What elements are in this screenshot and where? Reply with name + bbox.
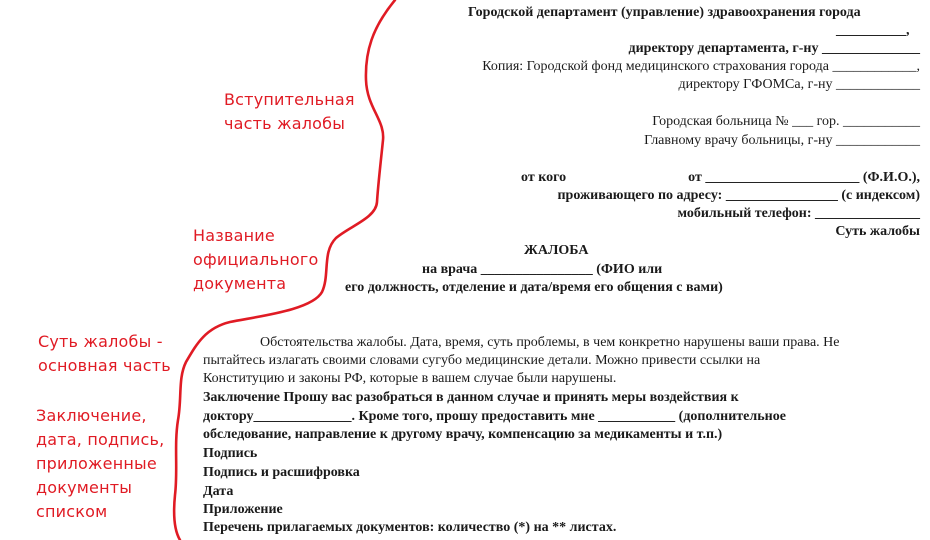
director-line: директору департамента, г-ну ______________ (628, 41, 920, 56)
attachments-list-line: Перечень прилагаемых документов: количество (*) на ** листах. (203, 520, 617, 535)
hospital-line: Городская больница № ___ гор. ___________ (652, 114, 920, 129)
body-line-1: Обстоятельства жалобы. Дата, время, суть проблемы, в чем конкретно нарушены ваши права. Не (260, 335, 840, 350)
from-label: от кого (521, 170, 567, 185)
copy-line: Копия: Городской фонд медицинского страхования города ____________, (482, 59, 920, 74)
annotation-conclusion: Заключение, дата, подпись, приложенные документы списком (36, 406, 165, 521)
phone-line: мобильный телефон: _______________ (677, 206, 920, 221)
dept-line: Городской департамент (управление) здравоохранения города (468, 5, 861, 20)
from-line: от ______________________ (Ф.И.О.), (688, 170, 920, 185)
conclusion-line-2: доктору______________. Кроме того, прошу предоставить мне ___________ (дополнительное (203, 409, 786, 424)
date-label: Дата (203, 484, 234, 499)
conclusion-line-3: обследование, направление к другому врачу, компенсацию за медикаменты и т.п.) (203, 427, 723, 442)
body-line-2: пытайтесь излагать своими словами сугубо медицинские детали. Можно привести ссылки на (203, 353, 761, 368)
annotation-document-name: Название официального документа (193, 226, 319, 293)
position-line: его должность, отделение и дата/время его общения с вами) (345, 280, 723, 295)
dept-blank: __________, (836, 23, 910, 38)
attachment-label: Приложение (203, 502, 283, 517)
gfoms-line: директору ГФОМСа, г-ну ____________ (678, 77, 920, 92)
body-line-3: Конституцию и законы РФ, которые в вашем случае были нарушены. (203, 371, 617, 386)
on-doctor-line: на врача ________________ (ФИО или (422, 262, 663, 277)
chief-doctor-line: Главному врачу больницы, г-ну ____________ (644, 133, 920, 148)
annotation-intro: Вступительная часть жалобы (224, 90, 355, 133)
signature-decoding-label: Подпись и расшифровка (203, 465, 360, 480)
document-title: ЖАЛОБА (524, 243, 589, 258)
address-line: проживающего по адресу: ________________ (с индексом) (557, 188, 920, 203)
essence-label: Суть жалобы (835, 224, 920, 239)
signature-label: Подпись (203, 446, 258, 461)
conclusion-line-1: Заключение Прошу вас разобраться в данном случае и принять меры воздействия к (203, 390, 739, 405)
annotation-essence: Суть жалобы - основная часть (38, 332, 171, 375)
